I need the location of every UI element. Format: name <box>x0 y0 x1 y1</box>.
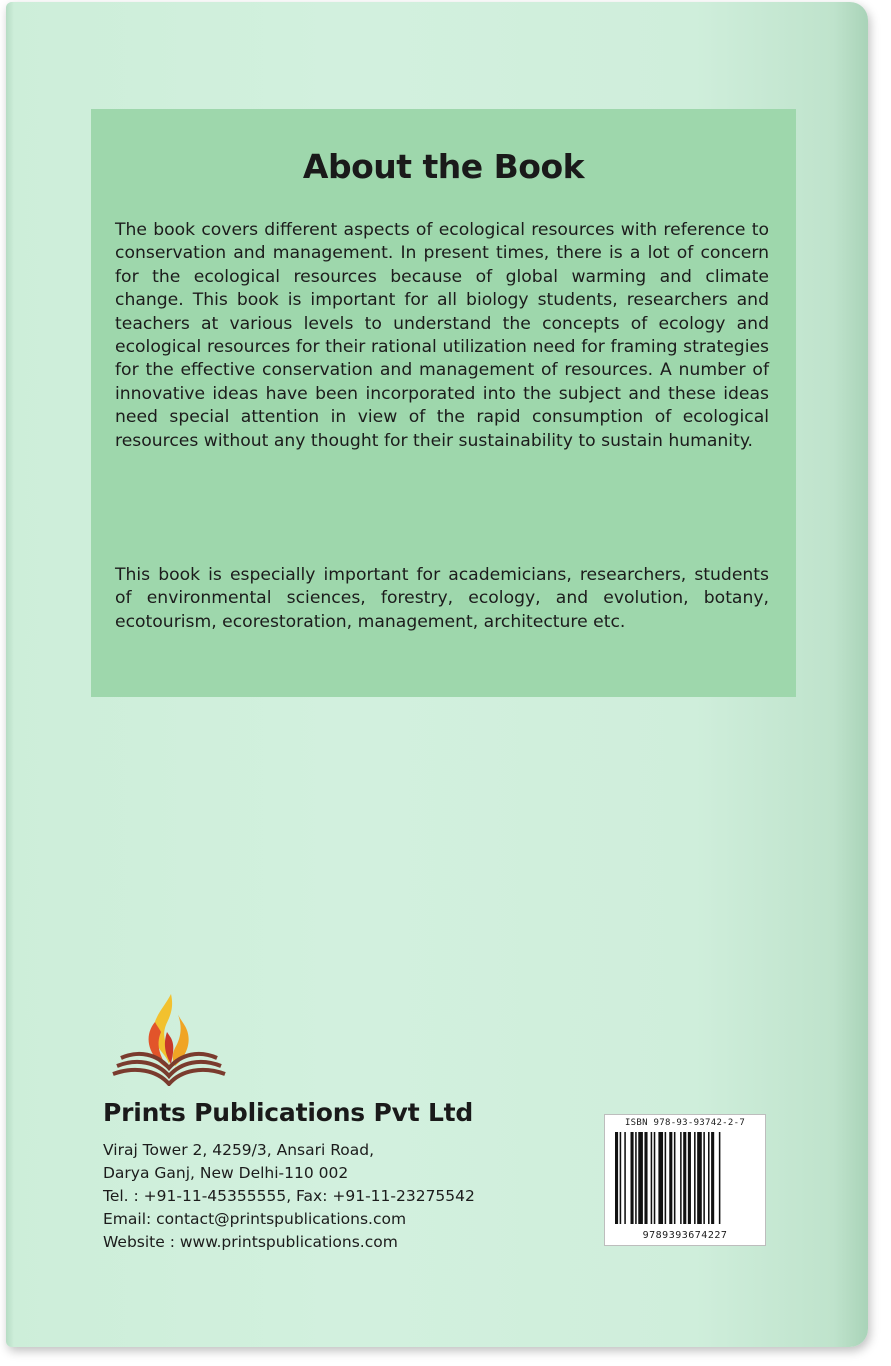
phone-fax-line: Tel. : +91-11-45355555, Fax: +91-11-23275542 <box>103 1187 475 1205</box>
address-line-2: Darya Ganj, New Delhi-110 002 <box>103 1164 349 1182</box>
address-line-1: Viraj Tower 2, 4259/3, Ansari Road, <box>103 1141 375 1159</box>
spine-edge <box>6 2 14 1347</box>
about-paragraph-2: This book is especially important for academicians, researchers, students of environmental sciences, forestry, ecology, and evolution, botany, ecotourism, ecorestoration, management, architecture etc. <box>115 565 769 632</box>
email-line: Email: contact@printspublications.com <box>103 1210 407 1228</box>
barcode <box>604 1114 766 1246</box>
website-line: Website : www.printspublications.com <box>103 1233 398 1251</box>
about-panel <box>91 109 796 697</box>
barcode-bars <box>613 1132 757 1224</box>
flame-book-logo-icon <box>111 992 227 1086</box>
barcode-digits: 9789393674227 <box>642 1230 728 1241</box>
publisher-name: Prints Publications Pvt Ltd <box>103 1098 474 1127</box>
about-paragraph-1: The book covers different aspects of ecological resources with reference to conservation and management. In present times, there is a lot of concern for the ecological resources because of global warming and climate change. This book is important for all biology students, researchers and teachers at various levels to understand the concepts of ecology and ecological resources for their rational utilization need for framing strategies for the effective conservation and management of resources. A number of innovative ideas have been incorporated into the subject and these ideas need special attention in view of the rapid consumption of ecological resources without any thought for their sustainability to sustain humanity. <box>115 220 769 451</box>
about-title: About the Book <box>302 147 585 186</box>
isbn-label: ISBN 978-93-93742-2-7 <box>624 1118 746 1128</box>
